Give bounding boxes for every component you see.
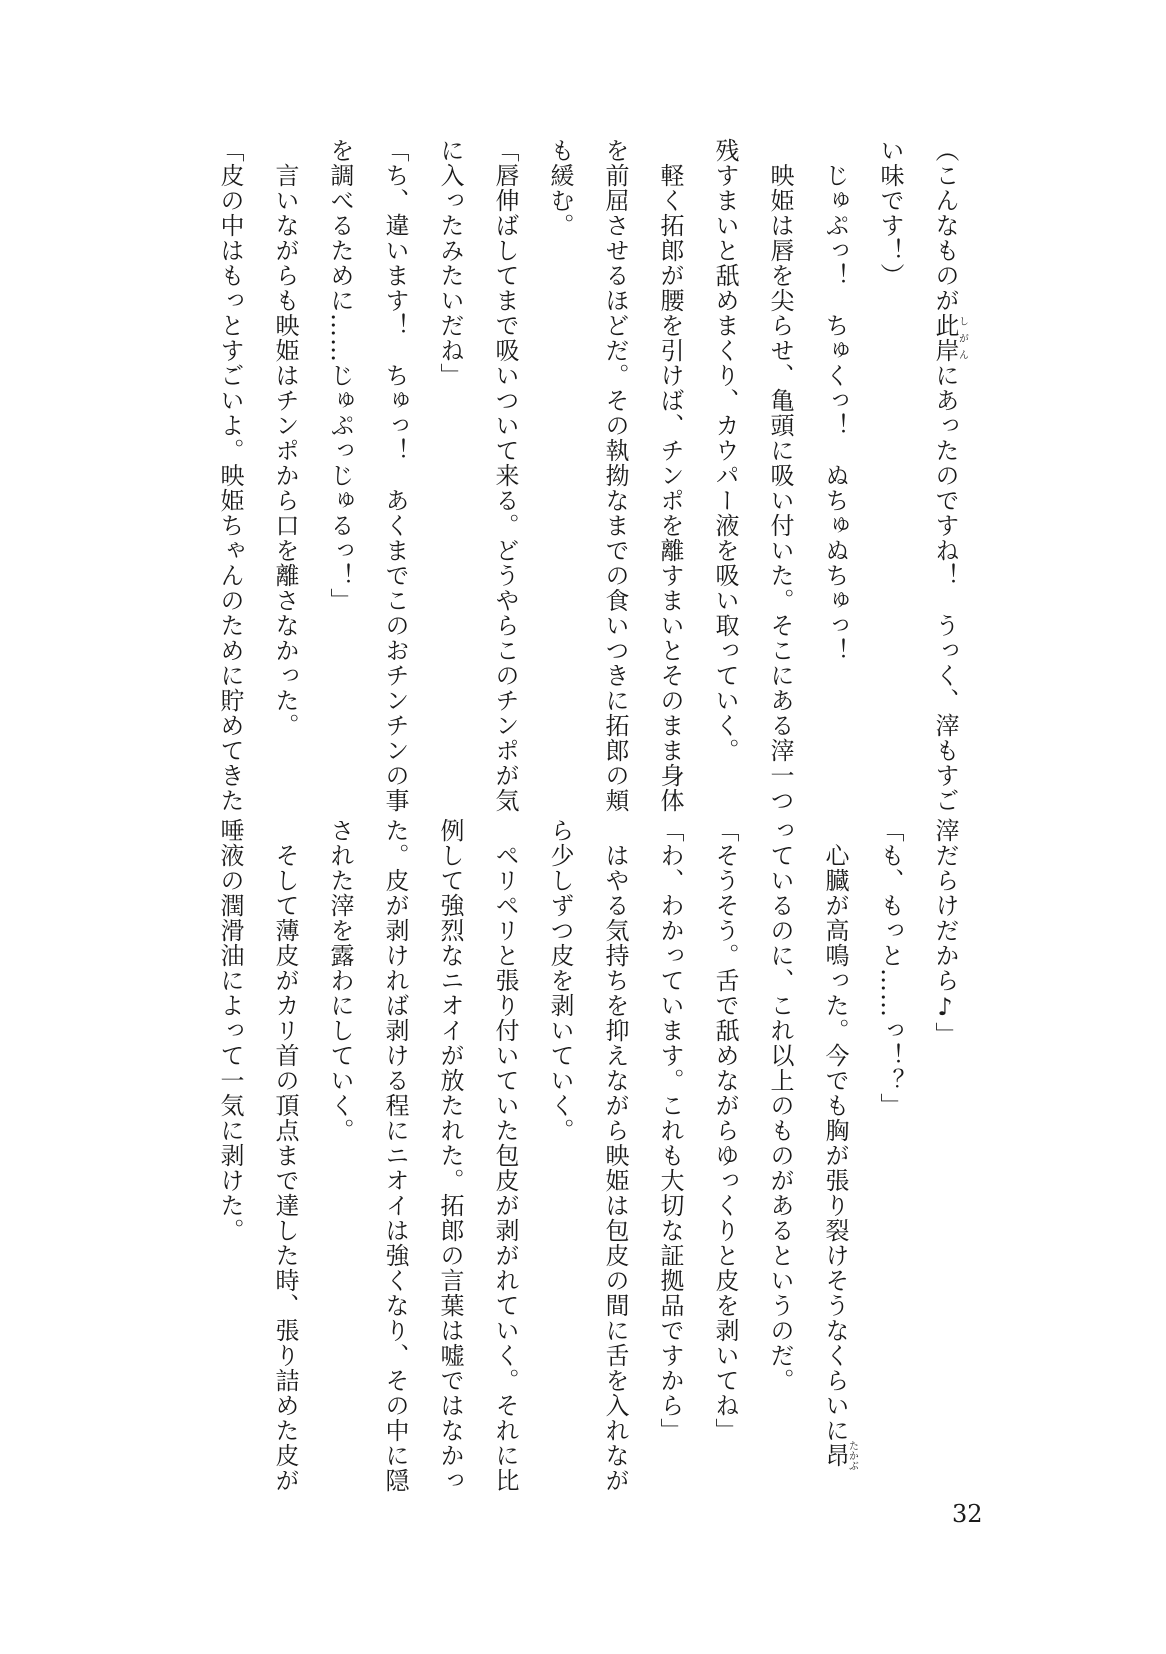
text-line: も緩む。 — [546, 138, 574, 238]
ruby-word — [821, 1440, 858, 1471]
text-line: ペリペリと張り付いていた包皮が剥がれていく。それに比 — [491, 818, 519, 1493]
text-line: 例して強烈なニオイが放たれた。拓郎の言葉は嘘ではなかっ — [436, 818, 464, 1493]
text-line: 唾液の潤滑油によって一気に剥けた。 — [216, 818, 244, 1243]
text-block-lower — [202, 818, 972, 1493]
text-line: 「も、もっと……っ！？」 — [876, 818, 904, 1118]
text-line: 残すまいと舐めまくり、カウパー液を吸い取っていく。 — [711, 138, 739, 763]
text-line: 言いながらも映姫はチンポから口を離さなかった。 — [271, 138, 299, 738]
text-line: 「皮の中はもっとすごいよ。映姫ちゃんのために貯めてきた — [216, 138, 244, 813]
text-line — [807, 818, 862, 1478]
text-line: ら少しずつ皮を剥いていく。 — [546, 818, 574, 1143]
text-line: 「そうそう。舌で舐めながらゆっくりと皮を剥いてね」 — [711, 818, 739, 1443]
text-line: 「唇伸ばしてまで吸いついて来る。どうやらこのチンポが気 — [491, 138, 519, 813]
ruby-reading: しがん — [956, 313, 968, 363]
text-line: 映姫は唇を尖らせ、亀頭に吸い付いた。そこにある滓一つ — [766, 138, 794, 813]
text-segment: にあったのですね！ うっく、滓もすご — [931, 363, 959, 813]
text-segment: （こんなものが — [931, 138, 959, 313]
ruby-word — [931, 313, 968, 363]
ruby-base: 昂 — [821, 1440, 849, 1471]
text-line: た。皮が剥ければ剥ける程にニオイは強くなり、その中に隠 — [381, 818, 409, 1493]
ruby-reading: たかぶ — [846, 1440, 858, 1471]
text-line: い味です！） — [876, 138, 904, 288]
text-line: を調べるために……じゅぷっじゅるっ！」 — [326, 138, 354, 613]
text-block-upper — [202, 138, 972, 813]
text-line: はやる気持ちを抑えながら映姫は包皮の間に舌を入れなが — [601, 818, 629, 1493]
text-line — [917, 138, 972, 813]
text-line: 軽く拓郎が腰を引けば、チンポを離すまいとそのまま身体 — [656, 138, 684, 813]
text-segment: 心臓が高鳴った。今でも胸が張り裂けそうなくらいに — [821, 818, 849, 1443]
page-number: 32 — [952, 1500, 983, 1528]
text-line: 「ち、違います！ ちゅっ！ あくまでこのおチンチンの事 — [381, 138, 409, 813]
ruby-base: 此岸 — [931, 313, 959, 363]
text-line: に入ったみたいだね」 — [436, 138, 464, 388]
text-line: っているのに、これ以上のものがあるというのだ。 — [766, 818, 794, 1393]
text-line: された滓を露わにしていく。 — [326, 818, 354, 1143]
text-line: 滓だらけだから♪」 — [931, 818, 959, 1047]
text-line: じゅぷっ！ ちゅくっ！ ぬちゅぬちゅっ！ — [821, 138, 849, 663]
text-line: を前屈させるほどだ。その執拗なまでの食いつきに拓郎の頬 — [601, 138, 629, 813]
text-line: そして薄皮がカリ首の頂点まで達した時、張り詰めた皮が — [271, 818, 299, 1493]
text-line: 「わ、わかっています。これも大切な証拠品ですから」 — [656, 818, 684, 1443]
